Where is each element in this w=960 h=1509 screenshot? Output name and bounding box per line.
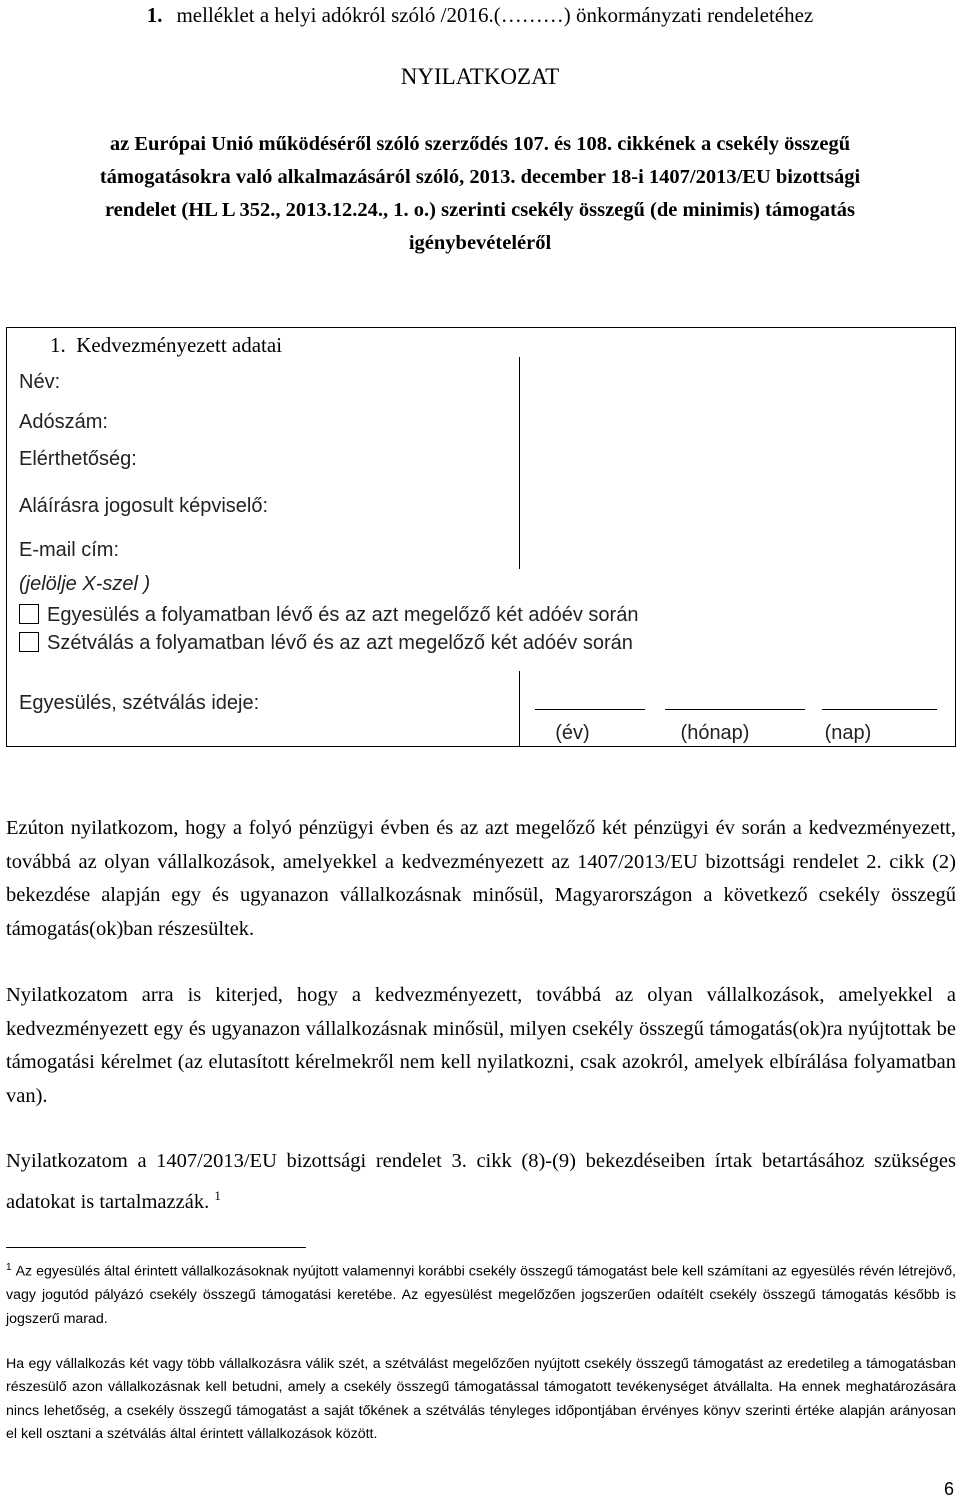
- email-label: E-mail cím:: [19, 539, 119, 561]
- footnote-1: [6, 1256, 956, 1331]
- tax-number-field[interactable]: [520, 400, 955, 440]
- signatory-label: Aláírásra jogosult képviselő:: [19, 495, 269, 517]
- footnote-marker: 1: [6, 1262, 12, 1273]
- name-field[interactable]: [520, 358, 955, 398]
- mark-hint-text: (jelölje X-szel ): [19, 573, 151, 595]
- month-caption: (hónap): [680, 722, 750, 744]
- date-label: Egyesülés, szétválás ideje:: [19, 692, 260, 714]
- merger-checkbox[interactable]: [19, 604, 39, 624]
- paragraph-2-text: Nyilatkozatom arra is kiterjed, hogy a kedvezményezett, továbbá az olyan vállalkozások, amelyekkel a kedvezményezett egy és ugyanazon vállalkozásnak minősül, milyen csekély összegű támogatás(ok)ra nyújtottak be támogatási kérelmet (az elutasított kérelmekről nem kell nyilatkozni, csak azokról, amelyek elbírálása folyamatban van).: [6, 984, 956, 1107]
- subtitle-line-3: rendelet (HL L 352., 2013.12.24., 1. o.) szerinti csekély összegű (de minimis) támogatás: [104, 199, 856, 221]
- subtitle-line-2: támogatásokra való alkalmazásáról szóló, 2013. december 18-i 1407/2013/EU bizottsági: [99, 166, 861, 188]
- subtitle-line-4: igénybevételéről: [408, 232, 552, 254]
- split-label: Szétválás a folyamatban lévő és az azt megelőző két adóév során: [47, 632, 633, 654]
- year-field[interactable]: [535, 709, 645, 710]
- paragraph-3-text: Nyilatkozatom a 1407/2013/EU bizottsági rendelet 3. cikk (8)-(9) bekezdéseiben írtak betartásához szükséges adatokat is tartalmazzák.: [6, 1150, 956, 1213]
- email-field[interactable]: [520, 528, 955, 568]
- footnote-2: [6, 1353, 956, 1447]
- annex-number: 1.: [146, 3, 163, 27]
- paragraph-1-text: Ezúton nyilatkozom, hogy a folyó pénzügyi évben és az azt megelőző két pénzügyi év során a kedvezményezett, továbbá az olyan vállalkozások, amelyekkel a kedvezményezett az 1407/2013/EU bizottsági rendelet 2. cikk (2) bekezdése alapján egy és ugyanazon vállalkozásnak minősül, Magyarországon a következő csekély összegű támogatás(ok)ban részesültek.: [6, 817, 956, 940]
- declaration-paragraph-3: [6, 1145, 956, 1219]
- subtitle-line-1: az Európai Unió működéséről szóló szerződés 107. és 108. cikkének a csekély összegű: [109, 133, 851, 155]
- annex-header: [0, 2, 960, 28]
- annex-header-text: melléklet a helyi adókról szóló /2016.(………) önkormányzati rendeletéhez: [176, 3, 814, 27]
- split-option[interactable]: [19, 630, 633, 656]
- month-field[interactable]: [665, 709, 805, 710]
- footnote-2-text: Ha egy vállalkozás két vagy több vállalkozásra válik szét, a szétválást megelőzően nyújtott csekély összegű támogatást az eredetileg a támogatásban részesülő azon vállalkozásnak kell betudni, amely a csekély összegű támogatással támogatott tevékenységet átvállalta. Ha ennek meghatározására nincs lehetőség, a csekély összegű támogatást a saját tőkének a szétválás tényleges időpontjában érvényes könyv szerinti értéke alapján arányosan el kell osztani a szétválás által érintett vállalkozások között.: [6, 1356, 956, 1443]
- split-checkbox[interactable]: [19, 632, 39, 652]
- declaration-paragraph-2: [6, 979, 956, 1113]
- footnote-separator: [6, 1247, 306, 1248]
- table-divider-lower: [519, 671, 520, 747]
- declaration-paragraph-1: [6, 812, 956, 946]
- day-field[interactable]: [822, 709, 937, 710]
- document-title: NYILATKOZAT: [400, 64, 560, 89]
- mark-hint: [19, 571, 150, 597]
- page-number: 6: [943, 1479, 954, 1499]
- footnote-ref[interactable]: 1: [214, 1187, 221, 1203]
- contact-label: Elérthetőség:: [19, 448, 137, 470]
- merger-label: Egyesülés a folyamatban lévő és az azt megelőző két adóév során: [47, 604, 639, 626]
- merger-option[interactable]: [19, 602, 638, 628]
- year-caption: (év): [555, 722, 590, 744]
- footnote-1-text: Az egyesülés által érintett vállalkozásoknak nyújtott valamennyi korábbi csekély összegű támogatást bele kell számítani az egyesülés révén létrejövő, vagy jogutód pályázó csekély összegű támogatási keretébe. Az egyesülést megelőzően jogszerűen odaítélt csekély összegű támogatás később is jogszerű marad.: [6, 1263, 956, 1327]
- contact-field[interactable]: [520, 440, 955, 485]
- tax-number-label: Adószám:: [19, 411, 108, 433]
- day-caption: (nap): [824, 722, 872, 744]
- signatory-field[interactable]: [520, 486, 955, 526]
- section-title: 1. Kedvezményezett adatai: [50, 333, 283, 357]
- name-label: Név:: [19, 371, 61, 393]
